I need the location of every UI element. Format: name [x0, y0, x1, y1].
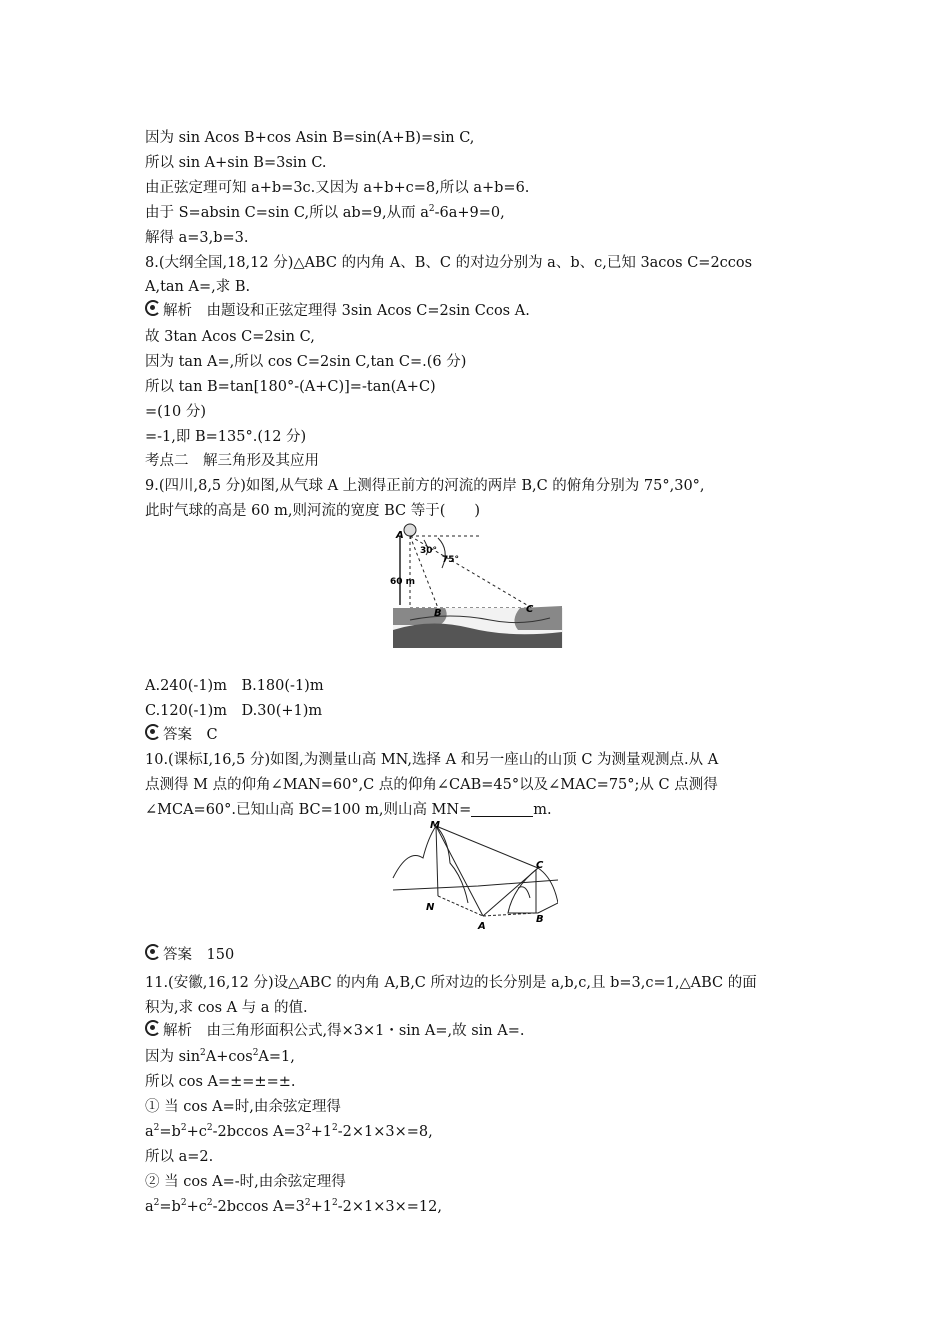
question-10-cont: 点测得 M 点的仰角∠MAN=60°,C 点的仰角∠CAB=45°以及∠MAC=75°;从 C 点测得 — [145, 777, 718, 793]
text-line: 由于 S=absin C=sin C,所以 ab=9,从而 $a^2-6a+9=0$, — [145, 204, 505, 221]
answer-10: 答案 150 — [145, 944, 234, 965]
text-line: 因为 tan A=,所以 cos C=2sin C,tan C=.(6 分) — [145, 354, 467, 370]
question-11-cont: 积为,求 cos A 与 a 的值. — [145, 1000, 308, 1016]
text-line: 因为 sin Acos B+cos Asin B=sin(A+B)=sin C, — [145, 130, 475, 146]
text-line: ① 当 cos A=时,由余弦定理得 — [145, 1099, 341, 1115]
label-c: C — [526, 604, 534, 615]
question-8: 8.(大纲全国,18,12 分)△ABC 的内角 A、B、C 的对边分别为 a、b、c,已知 3acos C=2ccos — [145, 255, 753, 271]
answer-icon — [145, 724, 161, 740]
label-angle-30: 30° — [420, 546, 438, 556]
label-m: M — [430, 820, 440, 831]
label-a: A — [396, 530, 404, 541]
text-line: =(10 分) — [145, 404, 207, 420]
text-line: ② 当 cos A=-时,由余弦定理得 — [145, 1174, 346, 1190]
analysis-11: 解析 由三角形面积公式,得×3×1・sin A=,故 sin A=. — [145, 1020, 524, 1041]
answer-blank — [471, 802, 533, 817]
text-line: 由正弦定理可知 a+b=3c.又因为 a+b+c=8,所以 a+b=6. — [145, 180, 530, 196]
text-line: 所以 cos A=±=±=±. — [145, 1074, 296, 1090]
text-line: 所以 sin A+sin B=3sin C. — [145, 155, 327, 171]
question-9-cont: 此时气球的高是 60 m,则河流的宽度 BC 等于( ) — [145, 503, 481, 519]
label-height: 60 m — [390, 577, 416, 587]
answer-icon — [145, 944, 161, 960]
text-line: $a^2=b^2+c^2-2bccos$ $A=3^2+1^2-2\times 1\times 3\times=12$, — [145, 1198, 442, 1215]
question-8-cont: A,tan A=,求 B. — [145, 279, 251, 295]
question-10-cont: ∠MCA=60°.已知山高 BC=100 m,则山高 MN= m. — [145, 802, 552, 818]
label-b: B — [434, 608, 442, 619]
text-line: 故 3tan Acos C=2sin C, — [145, 329, 315, 345]
label-a: A — [478, 921, 486, 932]
label-b: B — [536, 914, 544, 925]
analysis-icon — [145, 300, 161, 316]
section-heading: 考点二 解三角形及其应用 — [145, 453, 319, 469]
balloon-river-figure — [390, 520, 565, 650]
answer-9: 答案 C — [145, 724, 218, 745]
text-line: 解得 a=3,b=3. — [145, 230, 249, 246]
text-line: 因为 $\sin^2A+\cos^2A=1$, — [145, 1048, 295, 1065]
text-line: $a^2=b^2+c^2-2bccos$ $A=3^2+1^2-2\times 1\times 3\times=8$, — [145, 1123, 433, 1140]
mountain-figure — [388, 818, 558, 933]
question-9: 9.(四川,8,5 分)如图,从气球 A 上测得正前方的河流的两岸 B,C 的俯角分别为 75°,30°, — [145, 478, 705, 494]
question-10: 10.(课标Ⅰ,16,5 分)如图,为测量山高 MN,选择 A 和另一座山的山顶 C 为测量观测点.从 A — [145, 752, 719, 768]
label-n: N — [426, 902, 435, 913]
label-angle-75: 75° — [442, 555, 460, 565]
text-line: =-1,即 B=135°.(12 分) — [145, 429, 307, 445]
analysis-icon — [145, 1020, 161, 1036]
analysis-8: 解析 由题设和正弦定理得 3sin Acos C=2sin Ccos A. — [145, 300, 530, 321]
q9-options: C.120(-1)m D.30(+1)m — [145, 703, 323, 719]
question-11: 11.(安徽,16,12 分)设△ABC 的内角 A,B,C 所对边的长分别是 a,b,c,且 b=3,c=1,△ABC 的面 — [145, 975, 757, 991]
text-line: 所以 a=2. — [145, 1149, 214, 1165]
label-c: C — [536, 860, 544, 871]
q9-options: A.240(-1)m B.180(-1)m — [145, 678, 324, 694]
text-line: 所以 tan B=tan[180°-(A+C)]=-tan(A+C) — [145, 379, 436, 395]
